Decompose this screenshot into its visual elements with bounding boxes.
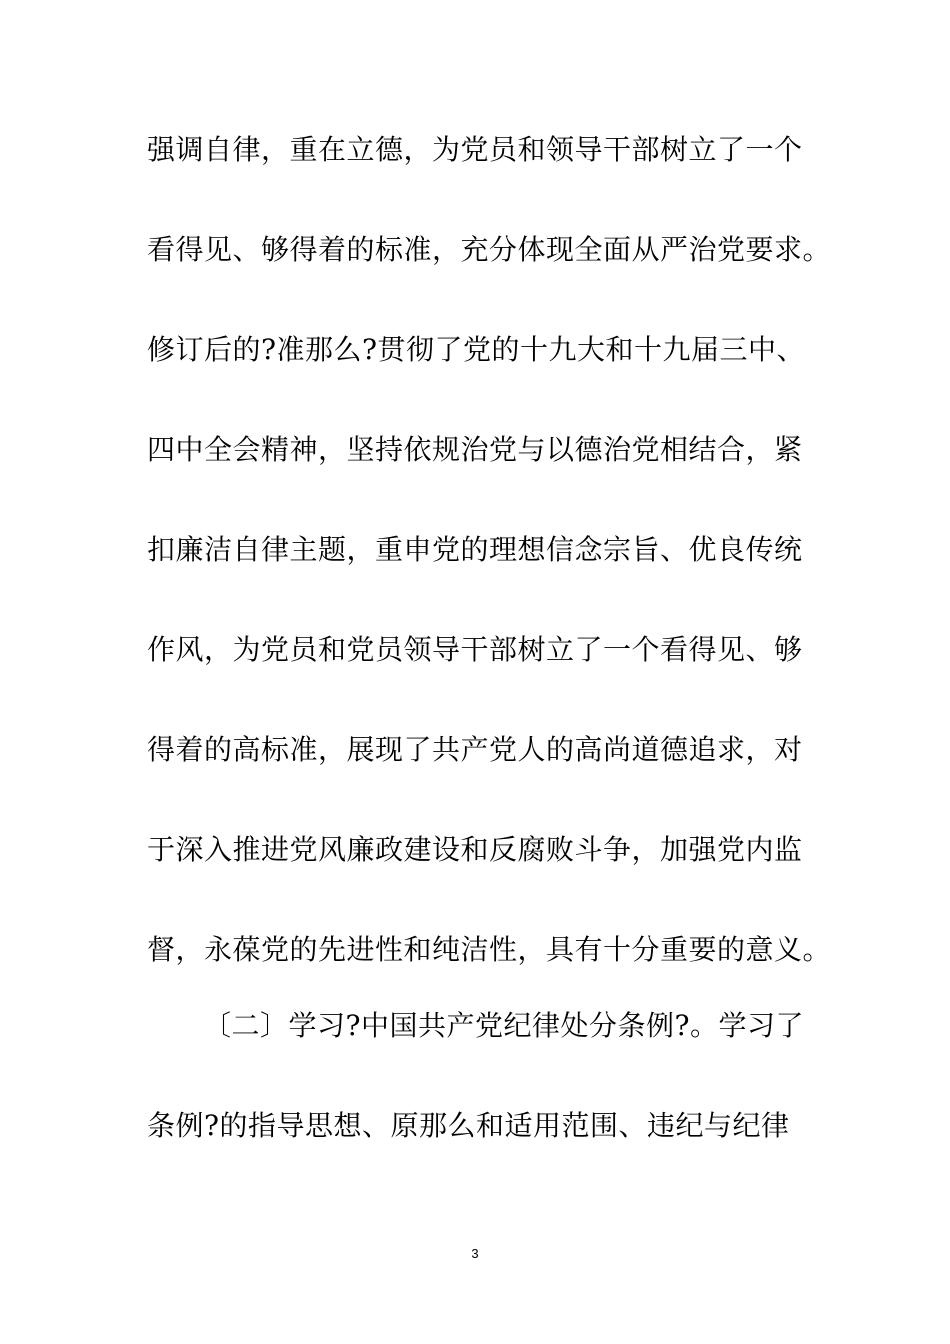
text-line: 扣廉洁自律主题，重申党的理想信念宗旨、优良传统 bbox=[147, 533, 803, 566]
page-number: 3 bbox=[471, 1246, 479, 1261]
text-line: 得着的高标准，展现了共产党人的高尚道德追求，对 bbox=[147, 733, 803, 766]
text-line: 四中全会精神，坚持依规治党与以德治党相结合，紧 bbox=[147, 433, 803, 466]
text-line: 于深入推进党风廉政建设和反腐败斗争，加强党内监 bbox=[147, 833, 803, 866]
text-line: 作风，为党员和党员领导干部树立了一个看得见、够 bbox=[147, 633, 803, 666]
text-line: 条例?的指导思想、原那么和适用范围、违纪与纪律 bbox=[147, 1109, 790, 1142]
text-line: 强调自律，重在立德，为党员和领导干部树立了一个 bbox=[147, 133, 803, 166]
section-heading-line: 〔二〕学习?中国共产党纪律处分条例?。学习了 bbox=[203, 1009, 805, 1042]
text-line: 修订后的?准那么?贯彻了党的十九大和十九届三中、 bbox=[147, 333, 806, 366]
text-line: 督，永葆党的先进性和纯洁性，具有十分重要的意义。 bbox=[147, 933, 832, 966]
text-line: 看得见、够得着的标准，充分体现全面从严治党要求。 bbox=[147, 233, 832, 266]
